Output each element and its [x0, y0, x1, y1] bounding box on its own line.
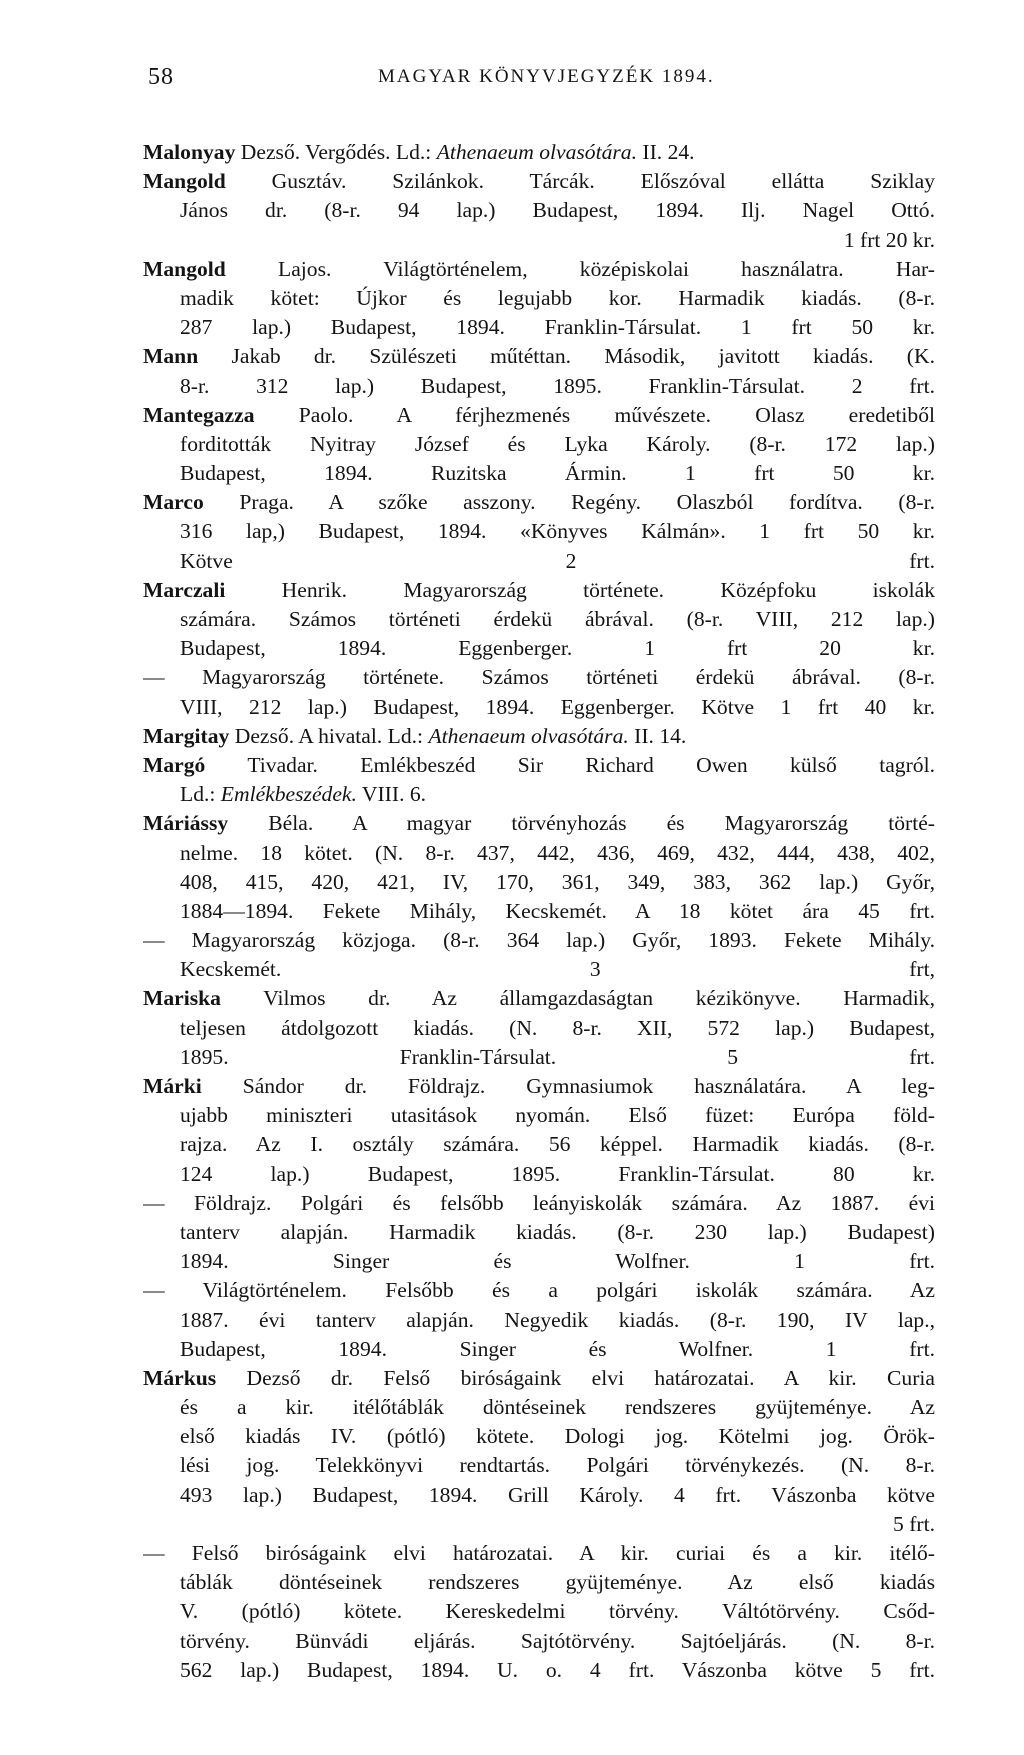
catalog-line	[143, 255, 935, 284]
catalog-line	[143, 1364, 935, 1393]
running-title: MAGYAR KÖNYVJEGYZÉK 1894.	[378, 66, 715, 87]
catalog-line	[143, 1539, 935, 1568]
entry-text: lési jog. Telekkönyvi rendtartás. Polgári törvénykezés. (N. 8-r.	[180, 1453, 935, 1478]
entry-text: II. 14.	[628, 723, 687, 748]
catalog-line	[143, 1160, 935, 1189]
catalog-line	[143, 576, 935, 605]
catalog-line	[143, 1627, 935, 1656]
entry-text: 1 frt 20 kr.	[843, 227, 935, 252]
catalog-line	[143, 1101, 935, 1130]
entry-text: első kiadás IV. (pótló) kötete. Dologi jog. Kötelmi jog. Örök-	[180, 1424, 935, 1449]
catalog-line	[143, 897, 935, 926]
author-surname: Márkus	[143, 1365, 217, 1390]
catalog-line	[143, 693, 935, 722]
entry-text: madik kötet: Újkor és legujabb kor. Harmadik kiadás. (8-r.	[180, 285, 935, 310]
catalog-line	[143, 751, 935, 780]
catalog-line	[143, 1189, 935, 1218]
catalog-line	[143, 1043, 935, 1072]
catalog-line	[143, 1422, 935, 1451]
entry-text: II. 24.	[637, 140, 695, 164]
series-title: Athenaeum olvasótára.	[436, 140, 637, 164]
entry-text: 5 frt.	[893, 1511, 935, 1536]
catalog-line	[143, 984, 935, 1013]
author-surname: Mangold	[143, 169, 226, 194]
entry-text: Dezső. A hivatal. Ld.:	[229, 723, 429, 748]
entry-text: Kecskemét. 3 frt,	[180, 957, 935, 982]
catalog-line	[143, 167, 935, 196]
entry-text: Henrik. Magyarország története. Középfoku iskolák	[225, 577, 935, 602]
catalog-line	[143, 1072, 935, 1101]
catalog-line	[143, 605, 935, 634]
catalog-line	[143, 313, 935, 342]
catalog-line	[143, 488, 935, 517]
catalog-line	[143, 868, 935, 897]
entry-text: Béla. A magyar törvényhozás és Magyarország törté-	[228, 811, 935, 836]
catalog-line	[143, 1656, 935, 1685]
entry-text: nelme. 18 kötet. (N. 8-r. 437, 442, 436, 469, 432, 444, 438, 402,	[180, 840, 935, 865]
catalog-line	[143, 926, 935, 955]
entry-text: János dr. (8-r. 94 lap.) Budapest, 1894. Ilj. Nagel Ottó.	[180, 198, 935, 223]
catalog-line	[143, 1568, 935, 1597]
author-surname: Marco	[143, 490, 204, 515]
entry-text: Vilmos dr. Az államgazdaságtan kézikönyve. Harmadik,	[220, 986, 935, 1011]
entry-text: 562 lap.) Budapest, 1894. U. o. 4 frt. Vászonba kötve 5 frt.	[180, 1657, 935, 1682]
catalog-line	[143, 722, 935, 751]
entry-text: Budapest, 1894. Ruzitska Ármin. 1 frt 50 kr.	[180, 461, 935, 486]
catalog-line	[143, 1393, 935, 1422]
catalog-line	[143, 1597, 935, 1626]
entry-text: 1884—1894. Fekete Mihály, Kecskemét. A 18 kötet ára 45 frt.	[180, 898, 935, 923]
catalog-line	[143, 1481, 935, 1510]
entry-text: V. (pótló) kötete. Kereskedelmi törvény. Váltótörvény. Csőd-	[180, 1599, 935, 1624]
entry-text: — Világtörténelem. Felsőbb és a polgári iskolák számára. Az	[143, 1278, 935, 1303]
author-surname: Mantegazza	[143, 402, 255, 427]
entry-text: 124 lap.) Budapest, 1895. Franklin-Társulat. 80 kr.	[180, 1161, 935, 1186]
catalog-entries	[143, 138, 935, 1685]
entry-text: Paolo. A férjhezmenés művészete. Olasz eredetiből	[254, 402, 935, 427]
entry-text: számára. Számos történeti érdekü ábrával. (8-r. VIII, 212 lap.)	[180, 607, 935, 631]
catalog-line	[143, 663, 935, 692]
entry-text: Praga. A szőke asszony. Regény. Olaszból fordítva. (8-r.	[203, 490, 935, 515]
entry-text: rajza. Az I. osztály számára. 56 képpel. Harmadik kiadás. (8-r.	[180, 1132, 935, 1157]
author-surname: Máriássy	[143, 811, 229, 836]
catalog-line	[143, 342, 935, 371]
catalog-line	[143, 459, 935, 488]
entry-text: 8-r. 312 lap.) Budapest, 1895. Franklin-Társulat. 2 frt.	[180, 373, 935, 398]
catalog-line	[143, 1247, 935, 1276]
entry-text: 1894. Singer és Wolfner. 1 frt.	[180, 1249, 935, 1274]
catalog-line	[143, 839, 935, 868]
entry-text: 493 lap.) Budapest, 1894. Grill Károly. 4 frt. Vászonba kötve	[180, 1482, 935, 1507]
catalog-line	[143, 1218, 935, 1247]
catalog-line	[143, 1276, 935, 1305]
entry-text: és a kir. itélőtáblák döntéseinek rendszeres gyüjteménye. Az	[180, 1395, 935, 1420]
author-surname: Margó	[143, 752, 206, 777]
catalog-line	[143, 809, 935, 838]
entry-text: ujabb miniszteri utasitások nyomán. Első füzet: Európa föld-	[180, 1103, 935, 1128]
catalog-line	[143, 1014, 935, 1043]
entry-text: 1895. Franklin-Társulat. 5 frt.	[180, 1044, 935, 1069]
entry-text: Gusztáv. Szilánkok. Tárcák. Előszóval ellátta Sziklay	[225, 169, 935, 194]
series-title: Emlékbeszédek.	[220, 782, 357, 807]
catalog-line	[143, 401, 935, 430]
catalog-line	[143, 1451, 935, 1480]
entry-text: Sándor dr. Földrajz. Gymnasiumok használatára. A leg-	[201, 1074, 935, 1098]
author-surname: Márki	[143, 1074, 202, 1098]
entry-text: Lajos. Világtörténelem, középiskolai használatra. Har-	[225, 256, 935, 281]
catalog-line	[143, 1130, 935, 1159]
catalog-line	[143, 780, 935, 809]
catalog-line	[143, 138, 935, 167]
entry-text: — Magyarország közjoga. (8-r. 364 lap.) Győr, 1893. Fekete Mihály.	[143, 928, 935, 953]
entry-text: — Földrajz. Polgári és felsőbb leányiskolák számára. Az 1887. évi	[143, 1190, 935, 1215]
catalog-line	[143, 1510, 935, 1539]
entry-text: 1887. évi tanterv alapján. Negyedik kiadás. (8-r. 190, IV lap.,	[180, 1307, 935, 1332]
entry-text: törvény. Bünvádi eljárás. Sajtótörvény. Sajtóeljárás. (N. 8-r.	[180, 1628, 935, 1653]
page-header	[148, 64, 938, 96]
entry-text: Ld.:	[180, 782, 221, 807]
catalog-line	[143, 547, 935, 576]
author-surname: Malonyay	[143, 140, 236, 164]
catalog-line	[143, 430, 935, 459]
entry-text: Budapest, 1894. Eggenberger. 1 frt 20 kr.	[180, 636, 935, 661]
entry-text: — Felső biróságaink elvi határozatai. A kir. curiai és a kir. itélő-	[143, 1541, 935, 1565]
author-surname: Mann	[143, 344, 199, 369]
catalog-line	[143, 634, 935, 663]
series-title: Athenaeum olvasótára.	[428, 723, 629, 748]
entry-text: Dezső dr. Felső biróságaink elvi határozatai. A kir. Curia	[216, 1365, 935, 1390]
entry-text: teljesen átdolgozott kiadás. (N. 8-r. XII, 572 lap.) Budapest,	[180, 1015, 935, 1040]
entry-text: 408, 415, 420, 421, IV, 170, 361, 349, 383, 362 lap.) Győr,	[180, 869, 935, 894]
entry-text: táblák döntéseinek rendszeres gyüjteménye. Az első kiadás	[180, 1570, 935, 1595]
entry-text: VIII, 212 lap.) Budapest, 1894. Eggenberger. Kötve 1 frt 40 kr.	[180, 694, 935, 719]
catalog-line	[143, 1306, 935, 1335]
entry-text: Tivadar. Emlékbeszéd Sir Richard Owen külső tagról.	[205, 752, 935, 777]
entry-text: Budapest, 1894. Singer és Wolfner. 1 frt.	[180, 1336, 935, 1361]
catalog-line	[143, 284, 935, 313]
catalog-line	[143, 196, 935, 225]
author-surname: Marczali	[143, 577, 226, 602]
entry-text: Jakab dr. Szülészeti műtéttan. Második, javitott kiadás. (K.	[198, 344, 935, 369]
author-surname: Mangold	[143, 256, 226, 281]
entry-text: VIII. 6.	[356, 782, 427, 807]
entry-text: 316 lap,) Budapest, 1894. «Könyves Kálmán». 1 frt 50 kr.	[180, 519, 935, 544]
entry-text: 287 lap.) Budapest, 1894. Franklin-Társulat. 1 frt 50 kr.	[180, 315, 935, 340]
entry-text: — Magyarország története. Számos történeti érdekü ábrával. (8-r.	[143, 665, 935, 690]
catalog-line	[143, 1335, 935, 1364]
catalog-line	[143, 955, 935, 984]
page-number: 58	[148, 64, 174, 90]
entry-text: forditották Nyitray József és Lyka Károly. (8-r. 172 lap.)	[180, 431, 935, 456]
catalog-line	[143, 372, 935, 401]
entry-text: Dezső. Vergődés. Ld.:	[235, 140, 437, 164]
entry-text: Kötve 2 frt.	[180, 548, 935, 573]
author-surname: Margitay	[143, 723, 230, 748]
catalog-line	[143, 517, 935, 546]
catalog-line	[143, 226, 935, 255]
author-surname: Mariska	[143, 986, 221, 1011]
entry-text: tanterv alapján. Harmadik kiadás. (8-r. 230 lap.) Budapest)	[180, 1219, 935, 1244]
